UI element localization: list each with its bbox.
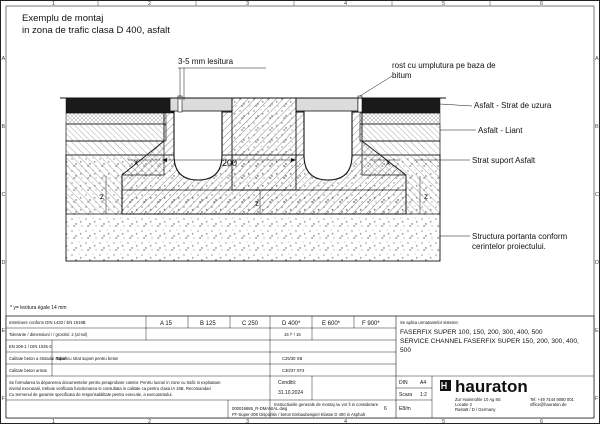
label-binder-layer: Asfalt - Liant [478,126,523,135]
grid-col-3: 3 [246,1,250,7]
scale-value: 1:2 [420,392,427,398]
dim-x-left: x [134,158,138,167]
grid-col-1-bottom: 1 [52,419,56,424]
din-label: DIN [399,380,408,386]
channel-right [304,110,352,180]
company-address-3: Rastatt / D / Germany [455,407,496,412]
applications-heading: Se aplica urmatoarelor sisteme: [400,320,459,325]
asphalt-wear-left [66,98,178,113]
grid-row-f-right: F [595,396,599,402]
grid-row-f: F [1,396,5,402]
row3-left: EN 206-1 / DIN 1045-2 [9,344,52,349]
grid-row-c: C [1,192,6,198]
grid-row-a-right: A [595,56,599,62]
grid-col-4-bottom: 4 [344,419,348,424]
grid-col-3-bottom: 3 [246,419,250,424]
grid-row-a: A [1,56,6,62]
row4-left: Calitate beton a stratului suport [9,356,67,361]
grating-right [296,98,358,111]
class-c250: C 250 [242,321,259,327]
tolerance-text: Tolerante / dimensiuni / / grosimi: 2 (al sol) [9,332,88,337]
grid-col-2: 2 [148,1,152,7]
grid-row-b: B [1,124,6,130]
center-concrete [232,98,296,190]
grid-col-1: 1 [52,1,56,7]
note-line-2: nivelul executarii, trebuie verificata functionarea si consultata in calitate ca pentru clasa IA 15B. Recomandari [9,386,211,391]
date-label: Conditii: [278,380,297,386]
drawing-title-line2: in zona de trafic clasa D 400, asfalt [22,25,170,36]
sheet-number: 6 [384,406,387,412]
grid-col-6-bottom: 6 [540,419,544,424]
asphalt-binder-left [66,124,166,141]
concrete-quality-2: C30/37 XF3 [282,368,305,373]
dim-z-right: z [424,192,428,201]
label-joint-line1: rost cu umplutura pe baza de [392,61,496,70]
applications-line-1: FASERFIX SUPER 100, 150, 200, 300, 400, 500 [400,329,543,336]
asphalt-under-wear-left [66,113,166,124]
row5-left: Calitate beton armat [9,368,47,373]
class-f900: F 900* [362,321,380,327]
grid-row-b-right: B [595,124,599,130]
company-name: hauraton [455,377,528,396]
label-structure-line1: Structura portanta conform [472,232,568,241]
company-address-1: Zur Hainmühle 10 Ag 8S [455,397,501,402]
grid-row-e-right: E [595,328,599,334]
concrete-foundation [122,190,406,214]
file-name: 000016685_R-DMANIAL.dwg [232,406,288,411]
class-a15: A 15 [160,321,173,327]
grid-col-2-bottom: 2 [148,419,152,424]
asphalt-under-wear-right [360,113,440,124]
norm-text: Intretinere conform DIN 1433 / EN 1918B [9,320,86,325]
company-address-2: Locatie 2 [455,402,472,407]
company-email: office@hauraton.de [530,402,567,407]
scale-label: Scara [399,392,413,398]
class-b125: B 125 [200,321,216,327]
dim-width: 200 [222,158,238,168]
company-phone: Tel: +49 7444 9080 001 [530,397,574,402]
label-base-layer: Strat suport Asfalt [472,156,536,165]
drawing-title-line1: Exemplu de montaj [22,13,104,24]
din-value: A4 [420,380,427,386]
applications-line-3: 500 [400,347,412,354]
label-gap: 3-5 mm lesitura [178,57,234,66]
class-e600: E 600* [322,321,341,327]
grid-col-4: 4 [344,1,348,7]
label-structure-line2: cerintelor proiectului. [472,242,546,251]
file-note: Instructiunile generale de montaj nu vor fi in considerare [274,402,379,407]
asphalt-binder-right [360,124,440,141]
dim-z-left: z [100,192,104,201]
row4-mid: Tabel cu strat suport pentru beton [56,356,119,361]
dim-z-center: z [255,199,259,208]
applications-line-2: SERVICE CHANNEL FASERFIX SUPER 150, 200, 300, 400, [400,338,579,345]
unit-label: E8/m [399,406,411,412]
grid-row-d: D [1,260,6,266]
footer-description: FF-Super-200 Dispozitiv / beton Einbaubeispiel Klasse D 400 in Asphalt [232,412,365,417]
class-d400: D 400* [282,321,301,327]
grid-row-d-right: D [595,260,599,266]
grid-row-e: E [1,328,6,334]
note-line-3: Cu termenul de garantie specificata de responsabilitate pentru executie, a executantului. [9,392,173,397]
label-joint-line2: bitum [392,71,412,80]
grid-col-5-bottom: 5 [442,419,446,424]
channel-left [174,110,222,180]
asphalt-wear-right [362,98,440,113]
lesitura-note: * y= lesitura égale 14 mm [10,305,67,311]
cross-section [60,96,446,261]
tolerance-value: 15 /* / 15 [284,332,301,337]
grid-col-6: 6 [540,1,544,7]
date-value: 31.10.2024 [278,390,304,396]
dim-x-right: x [386,158,390,167]
note-line-1: Se formularea la depunerea documentelor pentru preaprobare cotelor. Pentru lucrari in zone cu trafic si exploatare [9,380,221,385]
grid-row-c-right: C [595,192,599,198]
label-wear-layer: Asfalt - Strat de uzura [474,101,552,110]
grid-col-5: 5 [442,1,446,7]
concrete-quality-1: C25/30 XB [282,356,303,361]
